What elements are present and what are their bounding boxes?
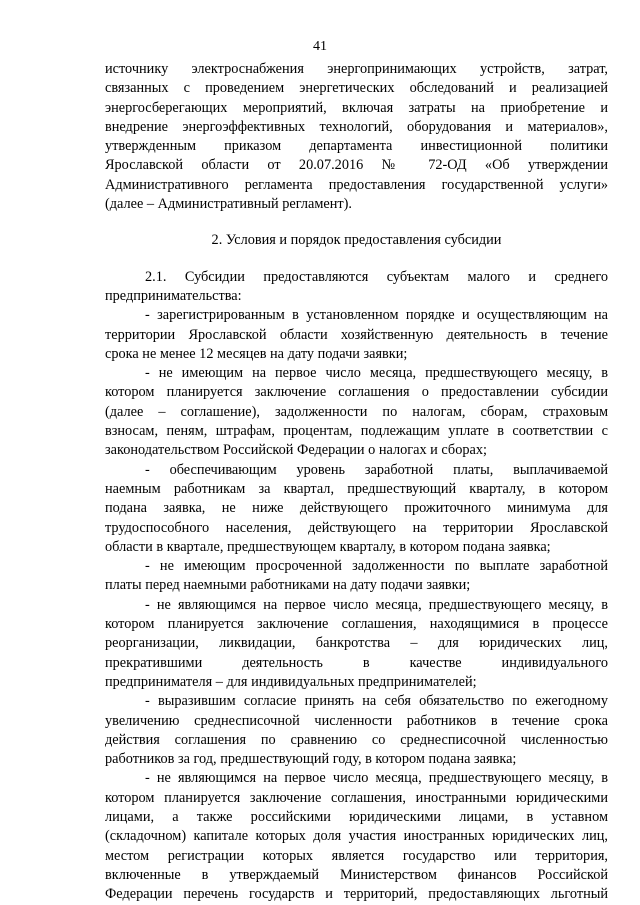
text-line: (далее – соглашение), задолженности по налогам, сборам, страховым (105, 403, 608, 420)
text-line: работников за год, предшествующий году, в котором подана заявка; (105, 751, 517, 768)
text-line: взносам, пеням, штрафам, процентам, подлежащим уплате в соответствии с (105, 423, 608, 440)
text-line: котором планируется заключение соглашения, иностранными юридическими (105, 789, 608, 806)
list-item (105, 306, 608, 364)
text-line: утвержденным приказом департамента инвестиционной политики (105, 138, 608, 155)
list-item (105, 596, 608, 692)
text-line: (далее – Административный регламент). (105, 196, 352, 213)
text-line: (складочном) капитале которых доля участия иностранных юридических лиц, (105, 828, 608, 845)
text-line: предпринимателя – для индивидуальных предпринимателей; (105, 673, 477, 690)
text-line: реорганизации, ликвидации, банкротства – для юридических лиц, (105, 635, 608, 652)
text-line: местом регистрации которых является государство или территория, (105, 847, 608, 864)
list-item (105, 557, 608, 596)
text-line: лицами, а также российскими юридическими лицами, в уставном (105, 808, 608, 825)
list-item (105, 364, 608, 460)
list-item (105, 692, 608, 769)
text-line: - не являющимся на первое число месяца, предшествующего месяцу, в (145, 596, 608, 613)
text-line: срока не менее 12 месяцев на дату подачи заявки; (105, 345, 408, 362)
text-line: законодательством Российской Федерации о налогах и сборах; (105, 442, 487, 459)
text-line: платы перед наемными работниками на дату подачи заявки; (105, 577, 471, 594)
section-heading: 2. Условия и порядок предоставления субсидии (211, 232, 502, 249)
text-line: действия соглашения по сравнению со среднесписочной численностью (105, 731, 608, 748)
text-line: Административного регламента предоставления государственной услуги» (105, 176, 608, 193)
text-line: связанных с проведением энергетических обследований и реализацией (105, 80, 608, 97)
text-line: внедрение энергоэффективных технологий, оборудования и материалов», (105, 118, 608, 135)
text-line: Федерации перечень государств и территорий, предоставляющих льготный (105, 886, 608, 903)
text-line: - выразившим согласие принять на себя обязательство по ежегодному (145, 693, 608, 710)
text-line: предпринимательства: (105, 287, 242, 304)
text-line: подана заявка, не ниже действующего прожиточного минимума для (105, 500, 608, 517)
text-line: трудоспособного населения, действующего на территории Ярославской (105, 519, 608, 536)
text-line: - не являющимся на первое число месяца, предшествующего месяцу, в (145, 770, 608, 787)
text-line: прекратившими деятельность в качестве индивидуального (105, 654, 608, 671)
text-line: котором планируется заключение соглашения о предоставлении субсидии (105, 384, 608, 401)
intro-paragraph (105, 60, 608, 214)
text-line: Ярославской области от 20.07.2016 № 72-ОД «Об утверждении (105, 157, 608, 174)
text-line: увеличению среднесписочной численности работников в течение срока (105, 712, 608, 729)
document-body (105, 60, 608, 904)
paragraph-2-1 (105, 268, 608, 307)
text-line: территории Ярославской области хозяйственную деятельность в течение (105, 326, 608, 343)
text-line: 2.1. Субсидии предоставляются субъектам малого и среднего (145, 268, 608, 285)
text-line: включенные в утверждаемый Министерством финансов Российской (105, 866, 608, 883)
text-line: источнику электроснабжения энергопринимающих устройств, затрат, (105, 61, 608, 77)
text-line: - не имеющим просроченной задолженности по выплате заработной (145, 558, 608, 575)
page-number: 41 (313, 39, 327, 54)
text-line: наемным работникам за квартал, предшествующий кварталу, в котором (105, 480, 608, 497)
text-line: энергосберегающих мероприятий, включая затраты на приобретение и (105, 99, 608, 116)
text-line: - зарегистрированным в установленном порядке и осуществляющим на (145, 307, 608, 324)
text-line: - обеспечивающим уровень заработной платы, выплачиваемой (145, 461, 608, 478)
text-line: котором планируется заключение соглашения, находящимися в процессе (105, 616, 608, 633)
list-item (105, 461, 608, 557)
text-line: - не имеющим на первое число месяца, предшествующего месяцу, в (145, 365, 608, 382)
list-item (105, 769, 608, 904)
text-line: области в квартале, предшествующем кварталу, в котором подана заявка; (105, 538, 551, 555)
